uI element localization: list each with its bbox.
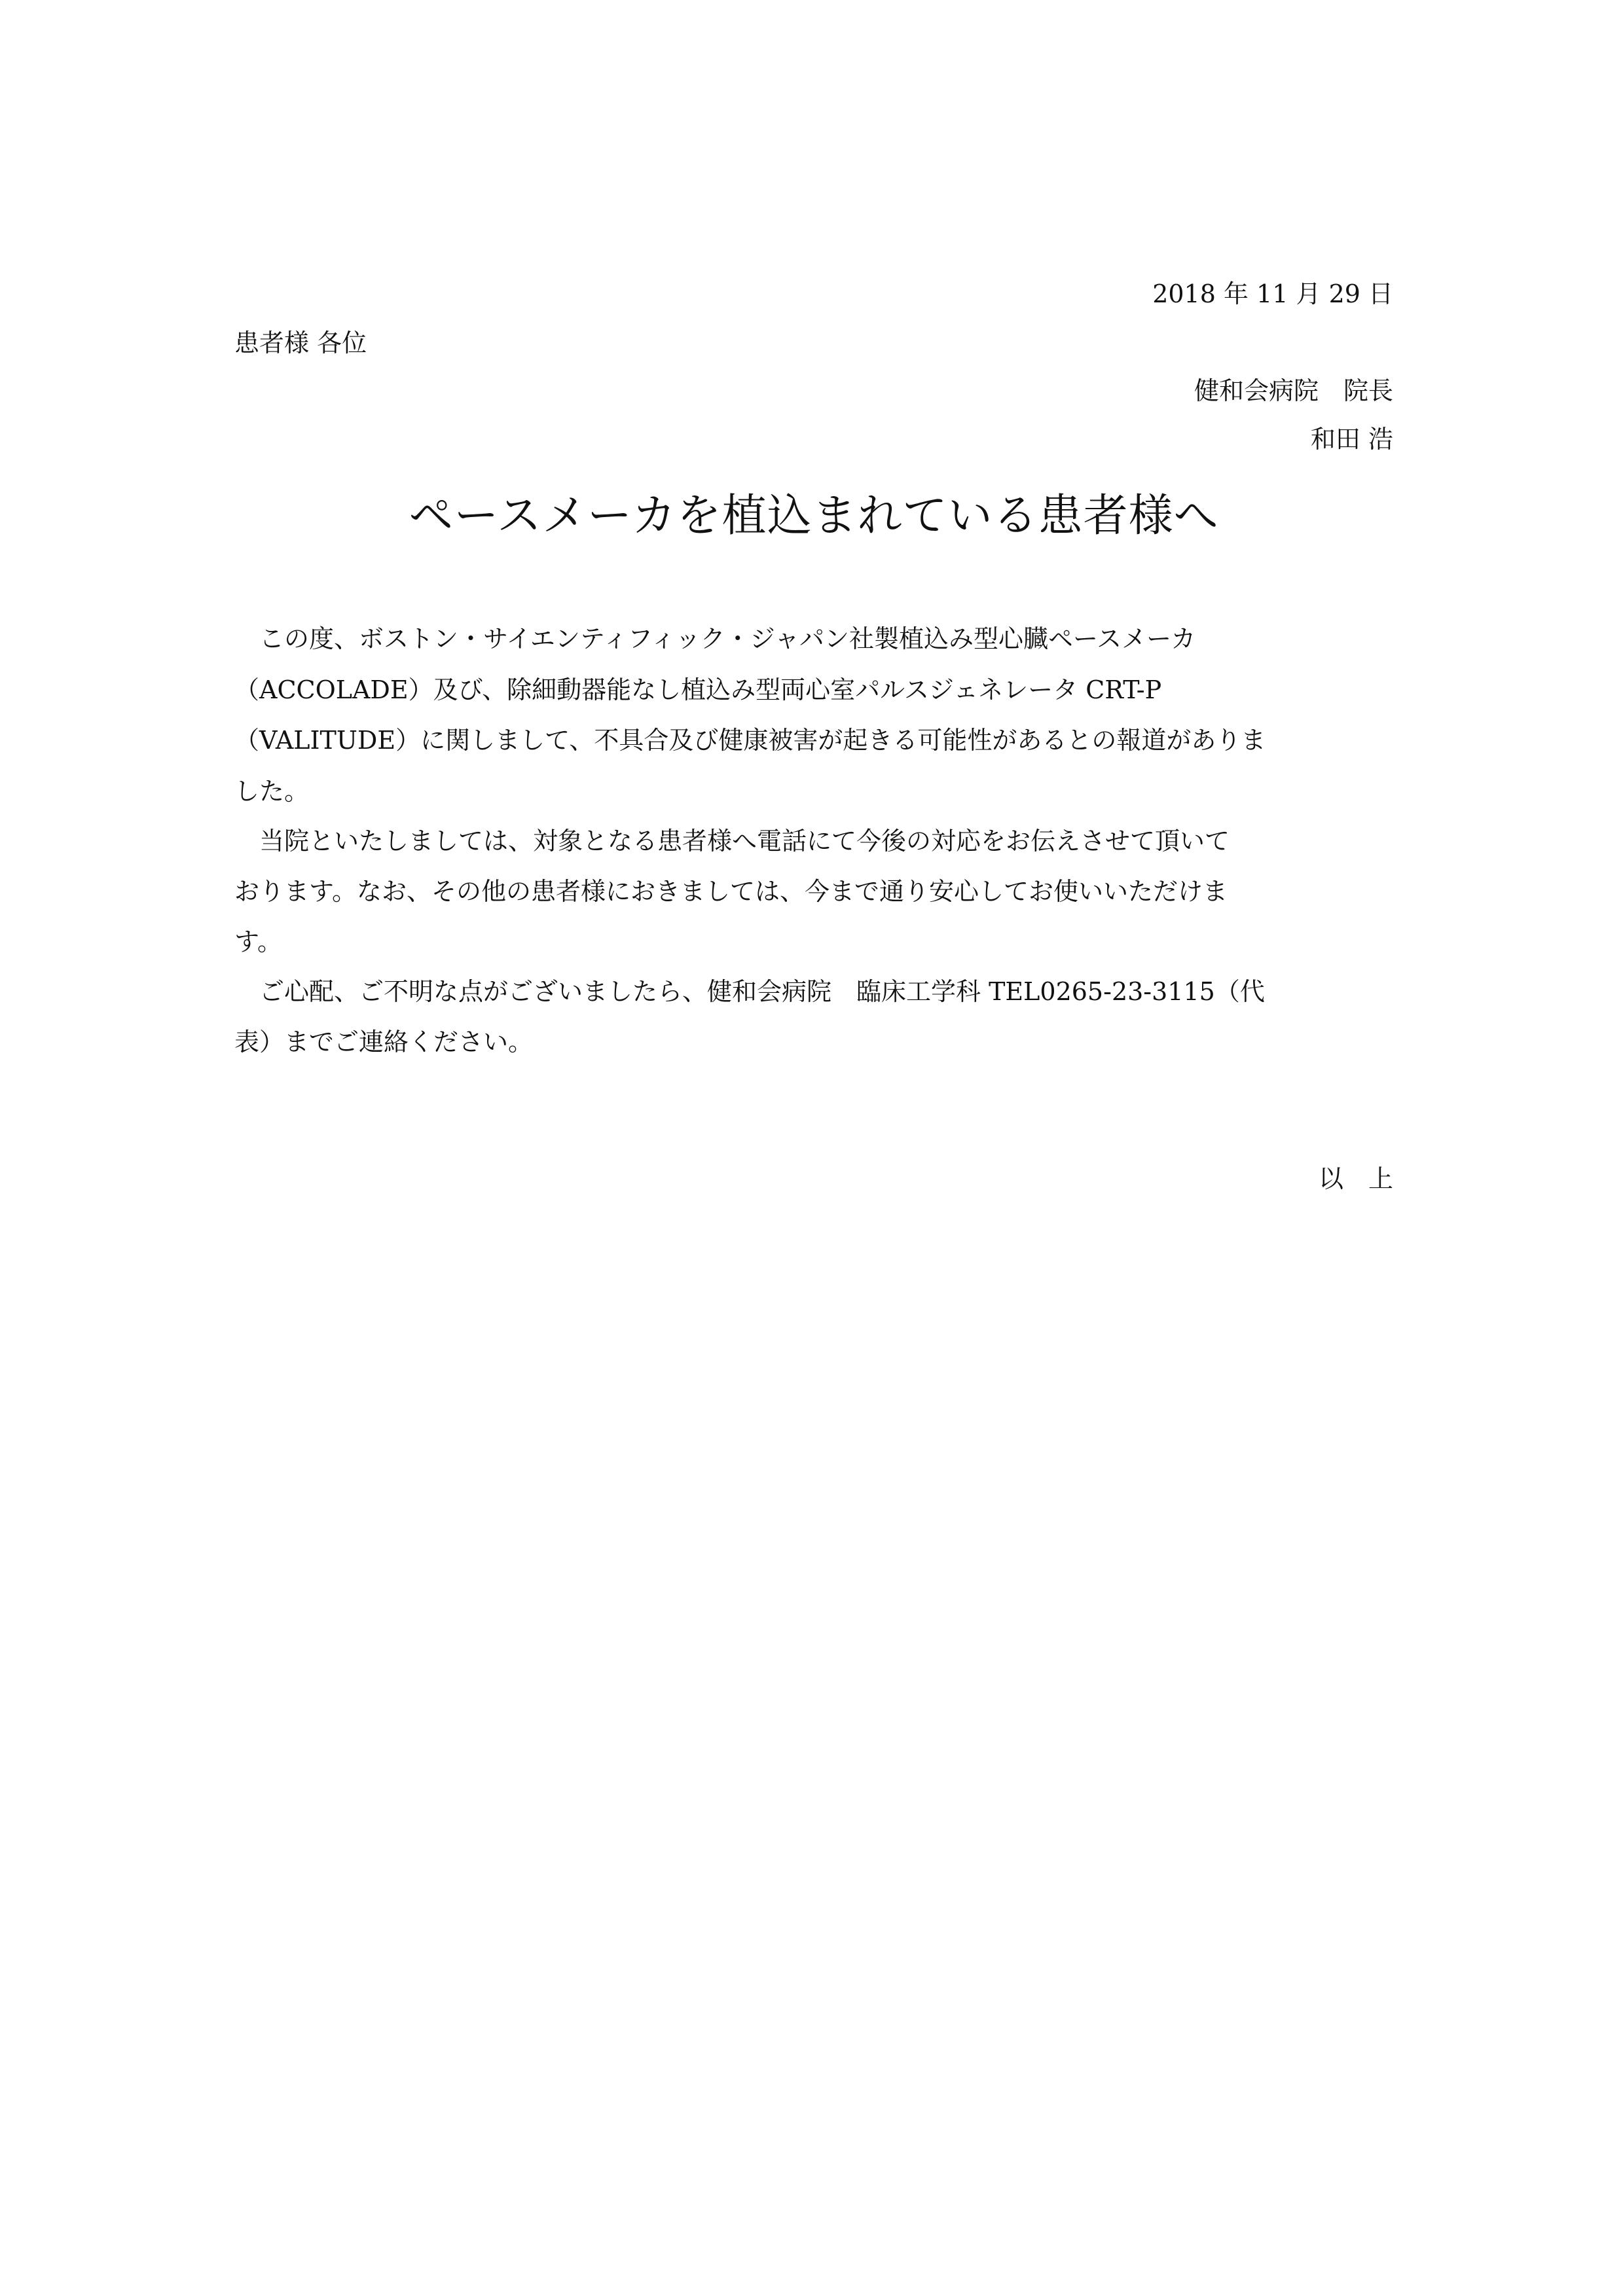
body-line: この度、ボストン・サイエンティフィック・ジャパン社製植込み型心臓ペースメーカ: [234, 624, 1196, 653]
sender-name: 和田 浩: [1310, 425, 1393, 454]
body-line: 表）までご連絡ください。: [234, 1028, 534, 1056]
body-line: おります。なお、その他の患者様におきましては、今まで通り安心してお使いいただけま: [234, 877, 1228, 906]
closing-line: 以 上: [1318, 1164, 1393, 1193]
recipient-line: 患者様 各位: [234, 329, 367, 357]
body-line: ご心配、ご不明な点がございましたら、健和会病院 臨床工学科 TEL0265-23-3115（代: [234, 977, 1265, 1006]
body-line: した。: [234, 777, 310, 806]
document-title: ペースメーカを植込まれている患者様へ: [409, 490, 1219, 542]
body-line: 当院といたしましては、対象となる患者様へ電話にて今後の対応をお伝えさせて頂いて: [234, 827, 1230, 855]
body-line: （VALITUDE）に関しまして、不具合及び健康被害が起きる可能性があるとの報道がありま: [234, 726, 1266, 755]
sender-organization: 健和会病院 院長: [1194, 376, 1393, 405]
document-date: 2018 年 11 月 29 日: [1152, 279, 1393, 308]
body-line: （ACCOLADE）及び、除細動器能なし植込み型両心室パルスジェネレータ CRT-P: [234, 675, 1162, 704]
body-line: す。: [234, 927, 282, 956]
